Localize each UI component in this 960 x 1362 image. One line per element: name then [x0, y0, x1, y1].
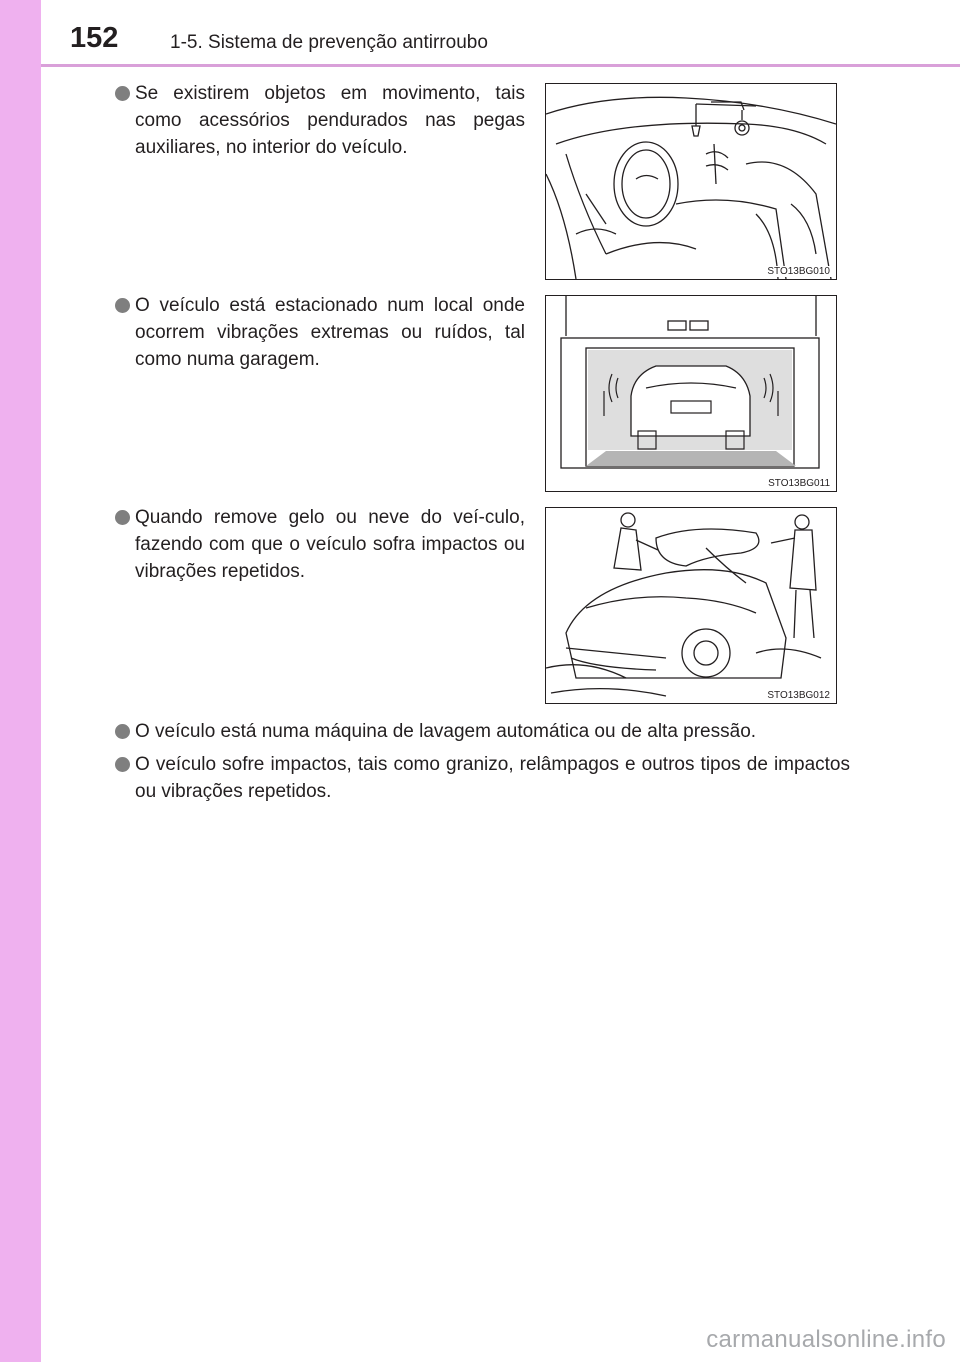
bullet-dot-icon: [115, 724, 130, 739]
bullet-text: O veículo está estacionado num local onde ocorrem vibrações extremas ou ruídos, tal como numa garagem.: [135, 295, 525, 370]
side-tab-bar: [0, 0, 41, 1362]
figure-code: STO13BG010: [767, 266, 830, 277]
bullet-dot-icon: [115, 757, 130, 772]
bullet-dot-icon: [115, 510, 130, 525]
bullet-dot-icon: [115, 298, 130, 313]
header-divider: [41, 64, 960, 67]
bullet-text: Quando remove gelo ou neve do veí-culo, fazendo com que o veículo sofra impactos ou vibrações repetidos.: [135, 507, 525, 582]
figure-garage: [545, 295, 837, 492]
section-title: 1-5. Sistema de prevenção antirroubo: [170, 32, 488, 53]
bullet-text: Se existirem objetos em movimento, tais como acessórios pendurados nas pegas auxiliares, no interior do veículo.: [135, 83, 525, 158]
figure-code: STO13BG011: [768, 478, 830, 489]
figure-code: STO13BG012: [767, 690, 830, 701]
bullet-dot-icon: [115, 86, 130, 101]
figure-snow-removal: [545, 507, 837, 704]
removing-snow-from-car-illustration: [546, 508, 836, 703]
page-number: 152: [70, 22, 119, 54]
car-interior-hanging-accessories-illustration: [546, 84, 836, 279]
figure-car-interior: [545, 83, 837, 280]
watermark: carmanualsonline.info: [706, 1326, 946, 1353]
car-in-garage-illustration: [546, 296, 836, 491]
bullet-text: O veículo está numa máquina de lavagem automática ou de alta pressão.: [135, 721, 757, 742]
bullet-text: O veículo sofre impactos, tais como granizo, relâmpagos e outros tipos de impactos ou vibrações repetidos.: [135, 754, 850, 802]
